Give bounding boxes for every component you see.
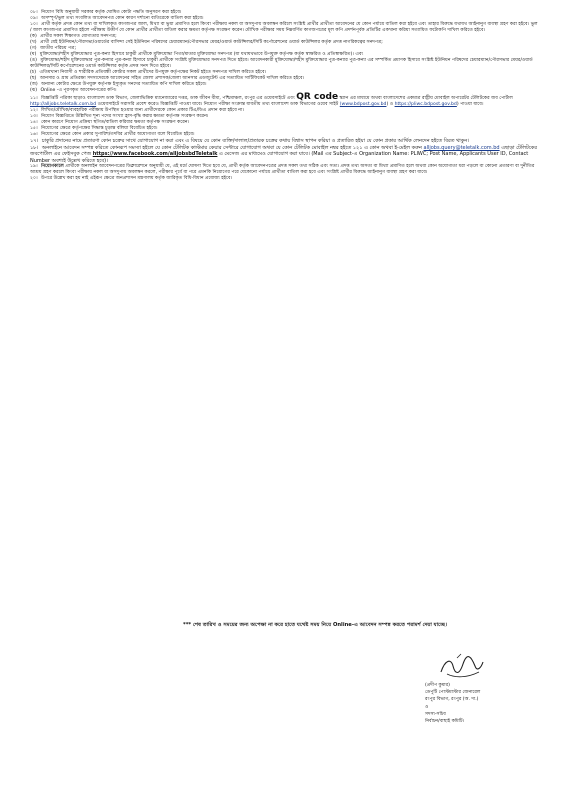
item-18 (30, 145, 540, 165)
item-number: (ছ) (30, 76, 37, 81)
item-number: ১৭। (30, 138, 39, 144)
item-number: ২০। (30, 176, 38, 182)
item-text: নিয়োগের ক্ষেত্রে কোন প্রকার সুপারিশ/তদবির প্রার্থীর অযোগ্যতা বলে বিবেচিত হইবে। (41, 132, 195, 137)
item-text: মুক্তিযোদ্ধা/শহীদ মুক্তিযোদ্ধার পুত্র-কন্যা হিসাবে চাকুরী প্রার্থীকে মুক্তিযোদ্ধা পিতা/মাতার মুক্তিযোদ্ধা সনদপত্র (যা যথাযথভাবে উপযুক্ত কর্তৃপক্ষ কর্তৃক স্বাক্ষরিত ও প্রতিস্বাক্ষরিত)। এবং (39, 52, 364, 57)
item-text: এতিমখানা নিবাসী ও শারীরিক প্রতিবন্ধী কোটার সকল প্রার্থীদের উপযুক্ত কর্তৃপক্ষের নিকট হইতে সনদপত্র দাখিল করিতে হইবে। (39, 70, 267, 75)
item-text-tail: এ মেসেজ এর মাধ্যমেও যোগাযোগ করা যাবে। (Mail এর Subject-এ Organization Name: PLIWC; Post Name, Applicants User ID, Contact Number অবশ্যই উল্লেখ করিতে হবে)। (30, 151, 529, 164)
item-text: নিয়োগ বিধি অনুযায়ী সরকার কর্তৃক ঘোষিত কোটা পদ্ধতি অনুসরণ করা হইবে। (41, 10, 182, 15)
item-text: আনসার ও গ্রাম প্রতিরক্ষা সদস্যদেরকে আবেদনের সহিত জেলা প্রশাসক/জেলা আনসার এডজুটেন্ট এর সত্যায়িত সার্টিফিকেট দাখিল করিতে হইবে। (39, 76, 305, 81)
signatory-title: ডেপুটি পোস্টমাস্টার জেনারেল (425, 690, 481, 696)
item-bold-word: নিয়োগকালে (41, 164, 64, 170)
notice-body (30, 10, 540, 182)
item-number: (জ) (30, 82, 38, 87)
item-number: ০৮। (30, 10, 38, 15)
item-text: অসম্পূর্ণ/ভুল তথ্য সংবলিত আবেদনপত্র কোন কারণ দর্শানো ব্যতিরেকে বাতিল করা হইবে। (41, 16, 204, 21)
item-text: লিখিত/মৌখিক/ব্যবহারিক পরীক্ষায় উপস্থিত হওয়ার জন্য প্রার্থীদেরকে কোন প্রকার টিএ/ডিএ প্রদান করা হইবে না। (41, 108, 245, 113)
list-item (30, 58, 540, 70)
bdpost-link[interactable]: (www.bdpost.gov.bd (339, 102, 387, 107)
item-number: ১৪। (30, 120, 38, 125)
item-number: ০৯। (30, 16, 38, 21)
handwritten-signature (437, 652, 485, 682)
item-number: (খ) (30, 40, 37, 45)
item-text: জাতীয় পরিচয় পত্র; (40, 46, 77, 51)
pliwc-link[interactable]: https://pliwc.bdpost.gov.bd (394, 102, 457, 107)
item-number: ১১। (30, 96, 38, 101)
item-text-amp: ) ও (386, 102, 394, 107)
item-number: ১৮। (30, 144, 39, 151)
item-text-end: ) পাওয়া যাবে। (456, 102, 484, 107)
signatory-division: রংপুর বিভাগ, রংপুর (অ. দা.) (425, 697, 479, 703)
list-item (30, 22, 540, 34)
item-number: ১৬। (30, 132, 38, 137)
deadline-note: *** শেষ তারিখ ও সময়ের জন্য অপেক্ষা না করে হাতে যথেষ্ট সময় নিয়ে Online-এ আবেদন সম্পন্ন করতে পরামর্শ দেয়া যাচ্ছে। (182, 622, 448, 628)
alljobs-link[interactable]: http://alljobs.teletalk.com.bd (30, 102, 97, 107)
facebook-page-link[interactable]: https://www.facebook.com/alljobsbdTeletalk (92, 151, 218, 158)
item-number: (ক) (30, 34, 37, 39)
item-number: ১২। (30, 108, 38, 113)
item-text: প্রার্থী কর্তৃক প্রদত্ত কোন তথ্য বা দাখিলকৃত কাগজপত্র জাল, মিথ্যা বা ভুয়া প্রমাণিত হলে কিংবা পরীক্ষায় নকল বা অসদুপায় অবলম্বন করিলে সংশ্লিষ্ট প্রার্থীর প্রার্থীতা আবেদনের যে কোন পর্যায়ে বাতিল করা হইবে এবং তাহার বিরুদ্ধে যথাযথ আইনানুগ ব্যবস্থা গ্রহণ করা হইবে। ভুল / জাল কাগজপত্র প্রমাণিত হইলে পরীক্ষায় উত্তীর্ণ যে কোন প্রার্থীর প্রার্থীতা বাতিল করার ক্ষমতা কর্তৃপক্ষ সংরক্ষণ করেন। মৌখিক পরীক্ষার সময় নিম্নবর্ণিত কাগজপত্রের মূল কপি প্রদর্শনপূর্বক প্রতিটির একখানা করিয়া সত্যায়িত ফটোকপি দাখিল করিতে হইবে। (30, 22, 538, 33)
item-text: চাকুরি প্রদানের নামে প্রতারণা কোন চক্রের সাথে যোগাযোগ না করা এবং এ বিষয়ে যে কোন ব্যক্তি/দালাল/প্রতারক চক্রের কথায় বিশ্বাস স্থাপন করিয়া ও প্রতারিত হইয়া যে কোন প্রকার আর্থিক লেনদেন হইতে বিরত থাকুন। (41, 138, 470, 144)
item-text: নিয়োগের ক্ষেত্রে কর্তৃপক্ষের সিদ্ধান্ত চূড়ান্ত বলিয়া বিবেচিত হইবে। (41, 126, 158, 131)
item-text: প্রার্থীর সকল শিক্ষাগত যোগ্যতার সনদপত্র; (40, 34, 117, 39)
signatory-and: ও (425, 704, 429, 710)
item-text: মুক্তিযোদ্ধা/শহীদ মুক্তিযোদ্ধার পুত্র-কন্যার পুত্র-কন্যা হিসাবে চাকুরী প্রার্থীকে সংশ্লিষ্ট মুক্তিযোদ্ধার সনদপত্র দিতে হইবে। আবেদনকারী মুক্তিযোদ্ধা/শহীদ মুক্তিযোদ্ধার পুত্র-কন্যার পুত্র-কন্যা এর সম্পর্কিত প্রমাণক হিসাবে সংশ্লিষ্ট ইউনিয়ন পরিষদের চেয়ারম্যান/পৌরসভার মেয়র/ওয়ার্ড কাউন্সিলর/সিটি কর্পোরেশনের ওয়ার্ড কাউন্সিলর কর্তৃক প্রদত্ত সনদ দিতে হইবে। (30, 58, 533, 69)
signatory-committee: নির্বাচন/বাছাই কমিটি। (425, 719, 465, 725)
item-20 (30, 176, 540, 182)
qr-code-label: QR code (296, 92, 339, 102)
item-number: ১৩। (30, 114, 38, 119)
signatory-name: (প্রদীপ কুমার) (425, 683, 450, 688)
item-number: ১০। (30, 22, 38, 27)
instructions-list-b (30, 108, 540, 145)
item-text-mid: এছাড়া টেলিটকের জবপোর্টাল এর ফেইসবুক পেজ (30, 144, 537, 158)
item-text: Online -এ পূরণকৃত আবেদনপত্রের কপি। (40, 88, 117, 93)
item-number: (ঘ) (30, 52, 37, 57)
list-item (30, 138, 540, 145)
item-text: উপরে উল্লেখ করা হয় নাই এইরূপ ক্ষেত্রে জনপ্রশাসন মন্ত্রণালয় কর্তৃক জারিকৃত বিধি-বিধান প্রযোজ্য হইবে। (41, 176, 233, 182)
item-text: অন্যান্য কোটার ক্ষেত্রে উপযুক্ত কর্তৃপক্ষ ইস্যুকৃত সনদের সত্যায়িত কপি দাখিল করিতে হইবে। (41, 82, 207, 87)
item-text: নিয়োগ বিজ্ঞপ্তিতে উল্লিখিত শূন্য পদের সংখ্যা হ্রাস-বৃদ্ধি করার ক্ষমতা কর্তৃপক্ষ সংরক্ষণ করেন। (41, 114, 209, 119)
item-text: প্রার্থীকে অনলাইন আবেদনপত্রের ডিক্লারেশনে অনুযায়ী যে, এই মর্মে ঘোষণা দিতে হবে যে, প্রার্থী কর্তৃক আবেদনপত্রের প্রদত্ত সকল তথ্য সঠিক এবং সত্য। প্রদত্ত তথ্য অসত্য বা মিথ্যা প্রমাণিত হলে অথবা কোন অযোগ্যতা ধরা পড়লে বা কোনো প্রতারণা বা দুর্নীতির আশ্রয় গ্রহণ করলে কিংবা পরীক্ষায় নকল বা অসদুপায় অবলম্বন করলে, পরীক্ষার পূর্বে বা পরে এমনকি নিয়োগের পরে যেকোনো পর্যায়ে প্রার্থীতা বাতিল করা হবে এবং সংশ্লিষ্ট প্রার্থীর বিরুদ্ধে আইনানুগ ব্যবস্থা গ্রহণ করা যাবে। (30, 164, 535, 176)
item-number: ১৫। (30, 126, 38, 131)
instructions-list-a (30, 10, 540, 94)
item-text: কোন কারণে নিয়োগ প্রক্রিয়া স্থগিত/বাতিল করিবার ক্ষমতা কর্তৃপক্ষ সংরক্ষণ করেন। (41, 120, 190, 125)
signature-block (425, 652, 545, 725)
item-text-mid: স্ক্যান এর মাধ্যমে অথবা বাংলাদেশের একমাত্র রাষ্ট্রীয় মোবাইল অপারেটর টেলিটকের জব পোর্টাল (339, 96, 513, 101)
item-number: ১৯। (30, 164, 38, 170)
item-number: (ঝ) (30, 88, 38, 93)
item-11 (30, 94, 540, 108)
signatory-role: সদস্য-সচিব (425, 711, 446, 717)
item-text: প্রার্থী যেই ইউনিয়ন/পৌরসভা/ওয়ার্ডের বাসিন্দা সেই ইউনিয়ন পরিষদের চেয়ারম্যান/পৌরসভার মেয়র/ওয়ার্ড কাউন্সিলর/সিটি কর্পোরেশনের ওয়ার্ড কাউন্সিলর কর্তৃক প্রদত্ত নাগরিকত্বের সনদপত্র; (40, 40, 383, 45)
item-text: অনলাইনে আবেদন সম্পন্ন করিতে কোনরূপ সমস্যা হইলে যে কোন টেলিটক কাস্টমার কেয়ার সেন্টারে যোগাযোগ অথবা যে কোন টেলিটক মোবাইল নম্বর হইতে ১২১ এ কোন অথবা ই-মেইল করুন (41, 144, 422, 151)
item-text-mid2: ওয়েবসাইটে সরাসরি প্রবেশ করেও বিজ্ঞপ্তিটি পাওয়া যাবে। নিয়োগ পরীক্ষা সংক্রান্ত যাবতীয় তথ্য বাংলাদেশ ডাক বিভাগের ওয়েব সাইট (97, 102, 339, 107)
item-19 (30, 164, 540, 176)
item-number: (চ) (30, 70, 37, 75)
item-text: বিজ্ঞপ্তিটি পত্রিকা ছাড়াও বাংলাদেশ ডাক বিভাগ, জেলাভিত্তিক ম্যানেজারের দপ্তর, ডাক জীবন বীমা, পশ্চিমাঞ্চল, রংপুর এর ওয়েবসাইটে এবং (41, 96, 295, 101)
support-email-link[interactable]: alljobs.query@teletalk.com.bd (423, 144, 500, 151)
item-number: (গ) (30, 46, 37, 51)
item-number: (ঙ) (30, 58, 37, 63)
